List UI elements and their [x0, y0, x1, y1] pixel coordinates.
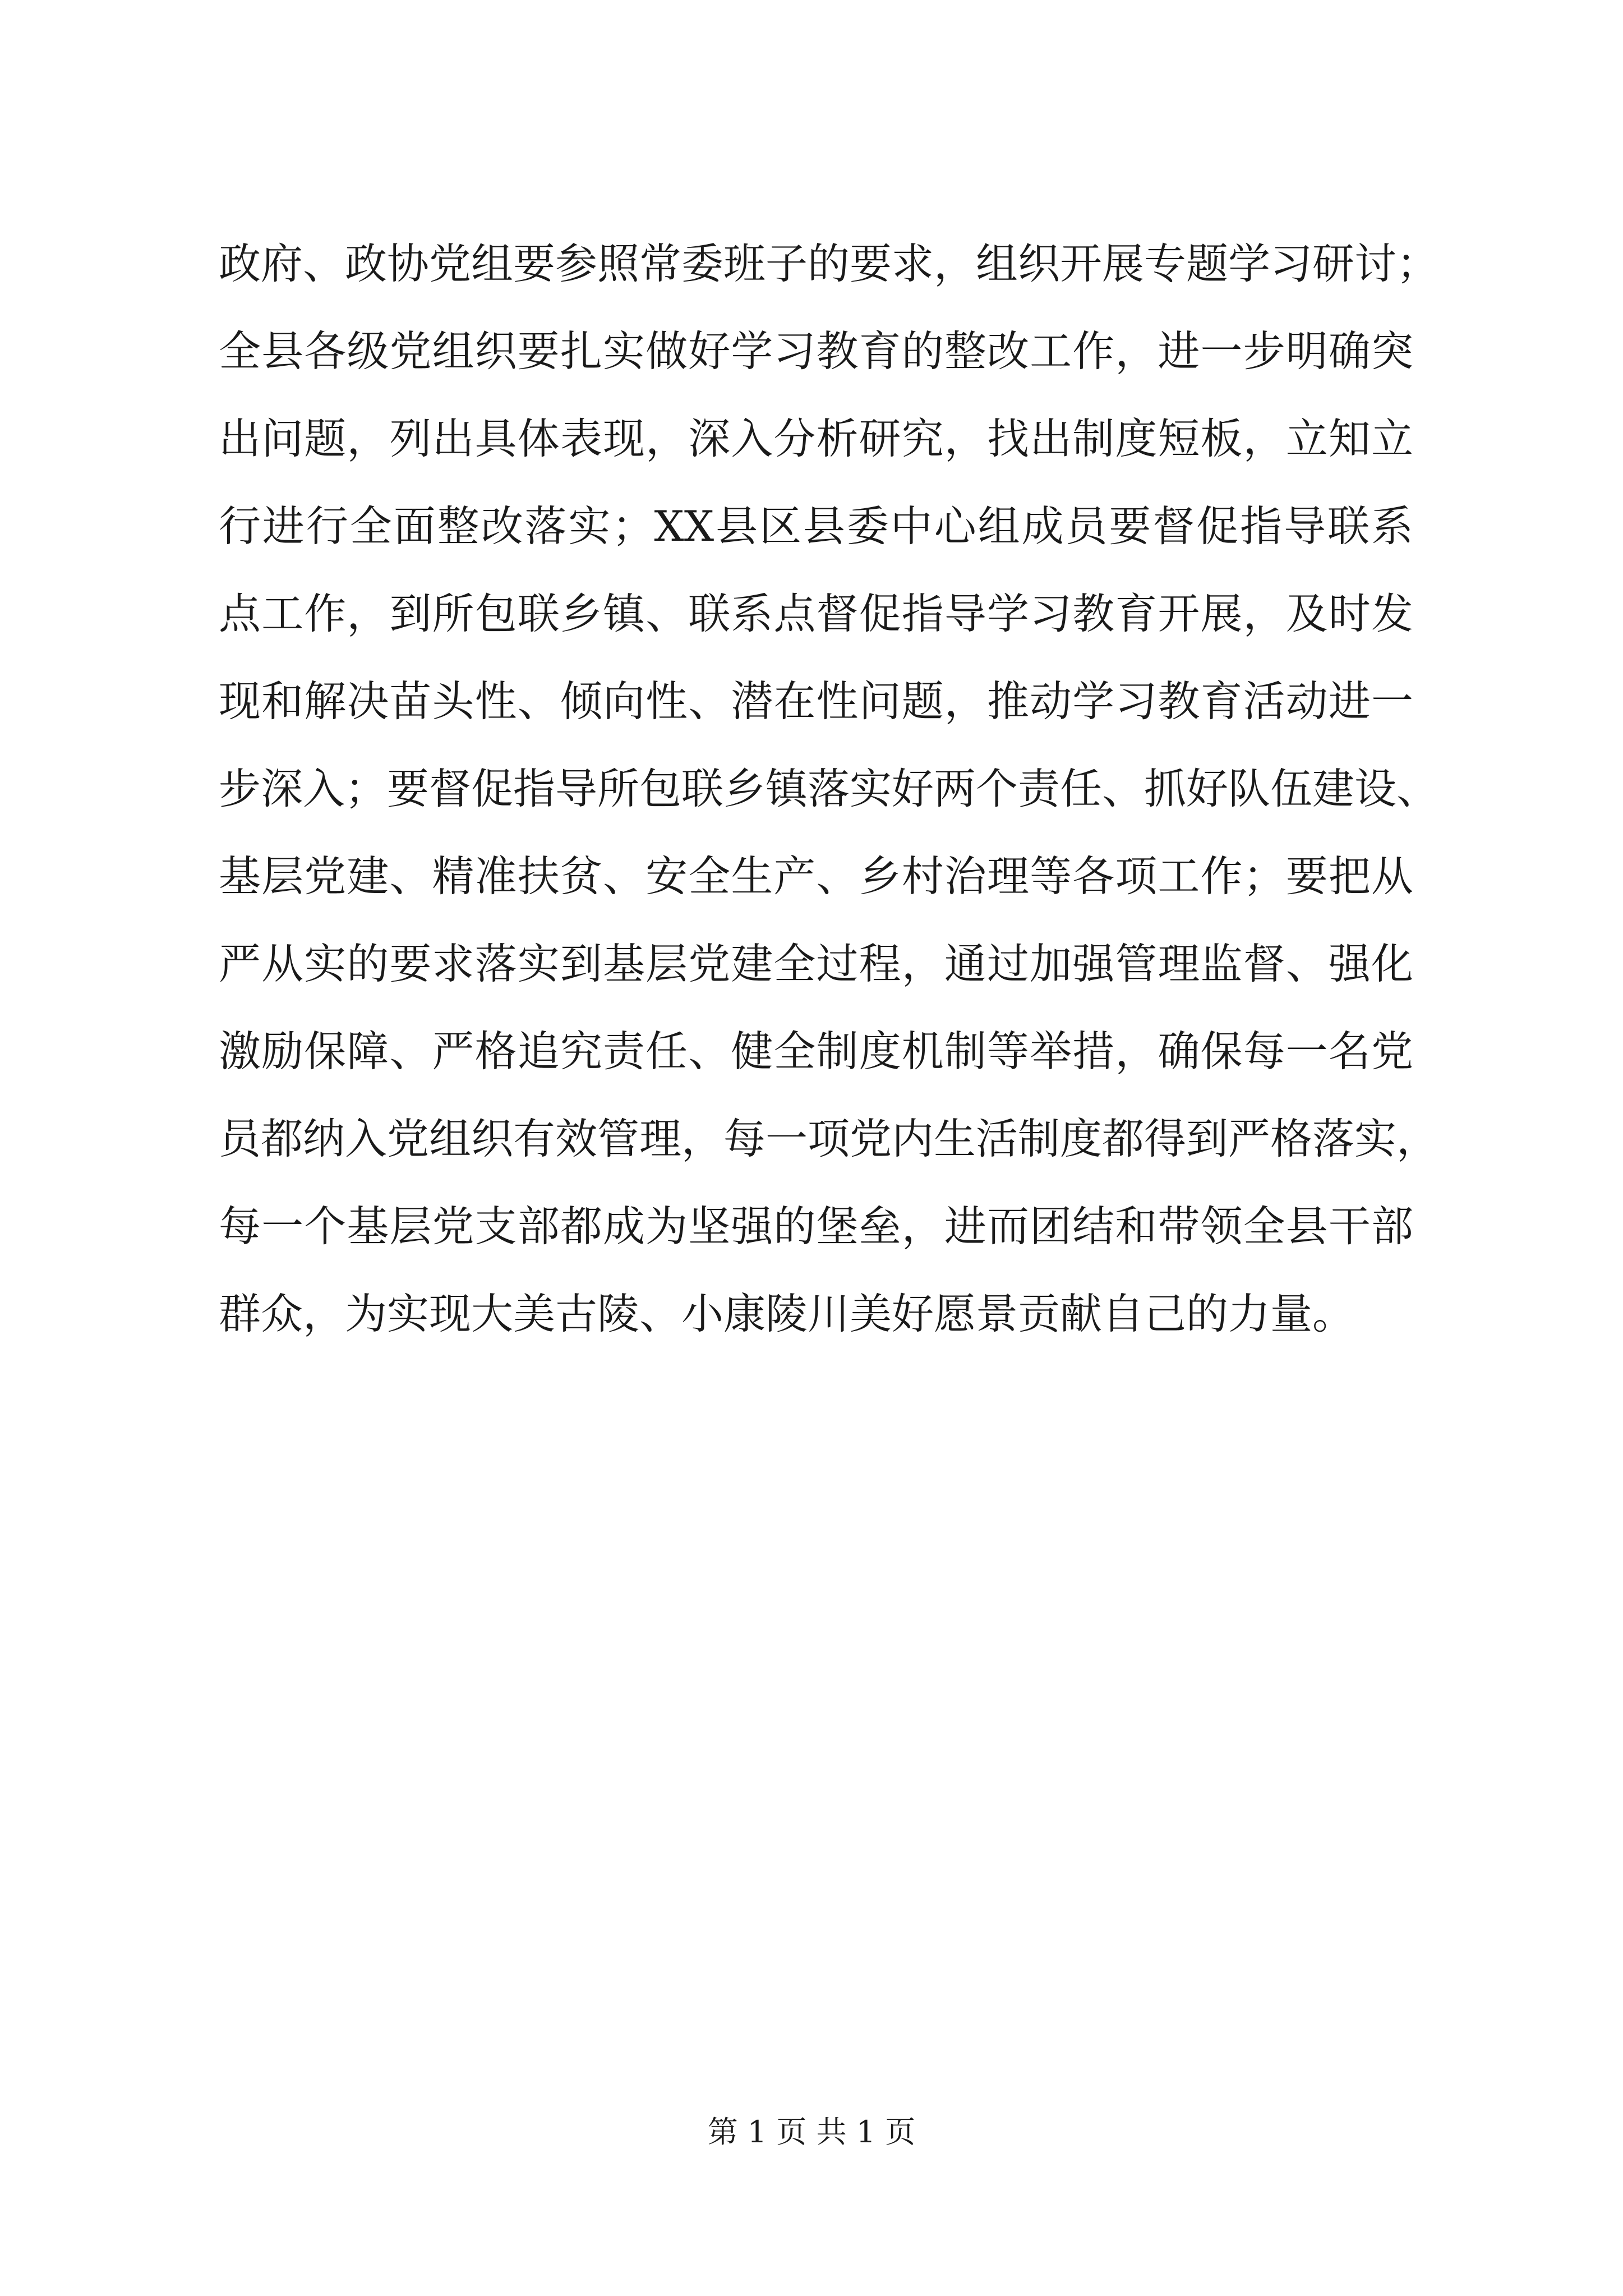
paragraph-line: 步深入；要督促指导所包联乡镇落实好两个责任、抓好队伍建设、: [219, 764, 1439, 813]
paragraph-line: 基层党建、精准扶贫、安全生产、乡村治理等各项工作；要把从: [219, 852, 1413, 901]
paragraph-line: 行进行全面整改落实；XX县区县委中心组成员要督促指导联系: [219, 501, 1413, 551]
paragraph-line: 每一个基层党支部都成为坚强的堡垒，进而团结和带领全县干部: [219, 1202, 1413, 1251]
paragraph-line: 出问题，列出具体表现，深入分析研究，找出制度短板，立知立: [219, 414, 1413, 463]
paragraph-line: 政府、政协党组要参照常委班子的要求，组织开展专题学习研讨；: [219, 239, 1439, 288]
paragraph-line: 严从实的要求落实到基层党建全过程，通过加强管理监督、强化: [219, 939, 1413, 988]
page-number-footer: 第 1 页 共 1 页: [707, 2114, 916, 2150]
paragraph-line: 点工作，到所包联乡镇、联系点督促指导学习教育开展，及时发: [219, 589, 1413, 638]
paragraph-line: 激励保障、严格追究责任、健全制度机制等举措，确保每一名党: [219, 1027, 1413, 1076]
paragraph-line: 现和解决苗头性、倾向性、潜在性问题，推动学习教育活动进一: [219, 677, 1413, 726]
paragraph-line: 员都纳入党组织有效管理，每一项党内生活制度都得到严格落实，: [219, 1114, 1439, 1163]
paragraph-line: 全县各级党组织要扎实做好学习教育的整改工作，进一步明确突: [219, 326, 1413, 376]
paragraph-line: 群众，为实现大美古陵、小康陵川美好愿景贡献自己的力量。: [219, 1289, 1355, 1338]
body-paragraph: [219, 220, 1439, 1358]
